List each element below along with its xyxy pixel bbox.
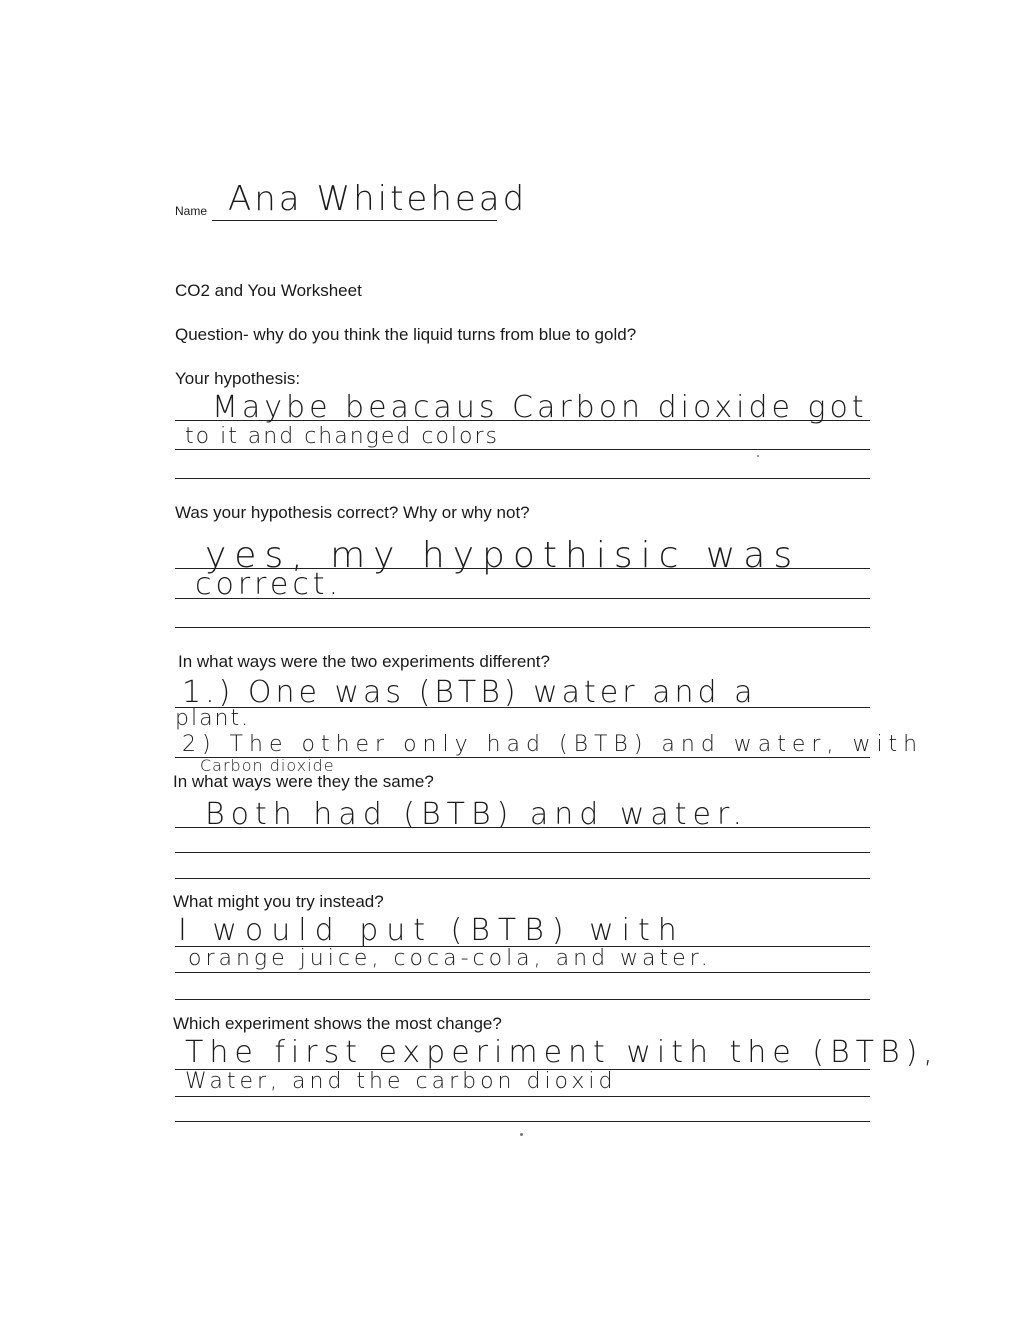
instead-line-2 — [175, 972, 870, 973]
different-answer-1: 1.) One was (BTB) water and a — [182, 675, 757, 710]
name-label: Name — [175, 204, 208, 218]
most-change-answer-2: Water, and the carbon dioxid — [185, 1069, 617, 1094]
different-answer-2: plant. — [175, 706, 251, 731]
different-answer-3: 2) The other only had (BTB) and water, with — [182, 732, 924, 757]
different-answer-4: Carbon dioxide — [200, 756, 335, 775]
instead-prompt: What might you try instead? — [173, 892, 384, 911]
worksheet-title: CO2 and You Worksheet — [175, 281, 362, 300]
same-line-2 — [175, 852, 870, 853]
correct-answer-1: yes, my hypothisic was — [205, 535, 801, 576]
main-question: Question- why do you think the liquid turns from blue to gold? — [175, 325, 637, 344]
instead-answer-1: I would put (BTB) with — [178, 913, 685, 948]
correct-answer-2: correct. — [195, 567, 343, 602]
hypothesis-answer-2: to it and changed colors — [185, 424, 499, 449]
most-change-prompt: Which experiment shows the most change? — [173, 1014, 502, 1033]
name-underline — [212, 220, 497, 221]
most-change-line-2 — [175, 1096, 870, 1097]
scan-speck — [757, 455, 759, 457]
instead-answer-2: orange juice, coca-cola, and water. — [188, 946, 712, 971]
same-line-3 — [175, 878, 870, 879]
correct-line-3 — [175, 627, 870, 628]
student-name: Ana Whitehead — [228, 179, 528, 219]
scan-speck — [520, 1133, 523, 1136]
instead-line-3 — [175, 999, 870, 1000]
same-prompt: In what ways were they the same? — [173, 772, 434, 791]
hypothesis-prompt: Your hypothesis: — [175, 369, 301, 388]
hypothesis-answer-1: Maybe beacaus Carbon dioxide got — [212, 390, 868, 425]
same-answer-1: Both had (BTB) and water. — [205, 797, 749, 832]
most-change-line-3 — [175, 1121, 870, 1122]
hypothesis-line-3 — [175, 478, 870, 479]
most-change-answer-1: The first experiment with the (BTB), — [185, 1035, 939, 1070]
hypothesis-line-2 — [175, 449, 870, 450]
correct-prompt: Was your hypothesis correct? Why or why not? — [175, 503, 530, 522]
different-prompt: In what ways were the two experiments different? — [178, 652, 550, 671]
